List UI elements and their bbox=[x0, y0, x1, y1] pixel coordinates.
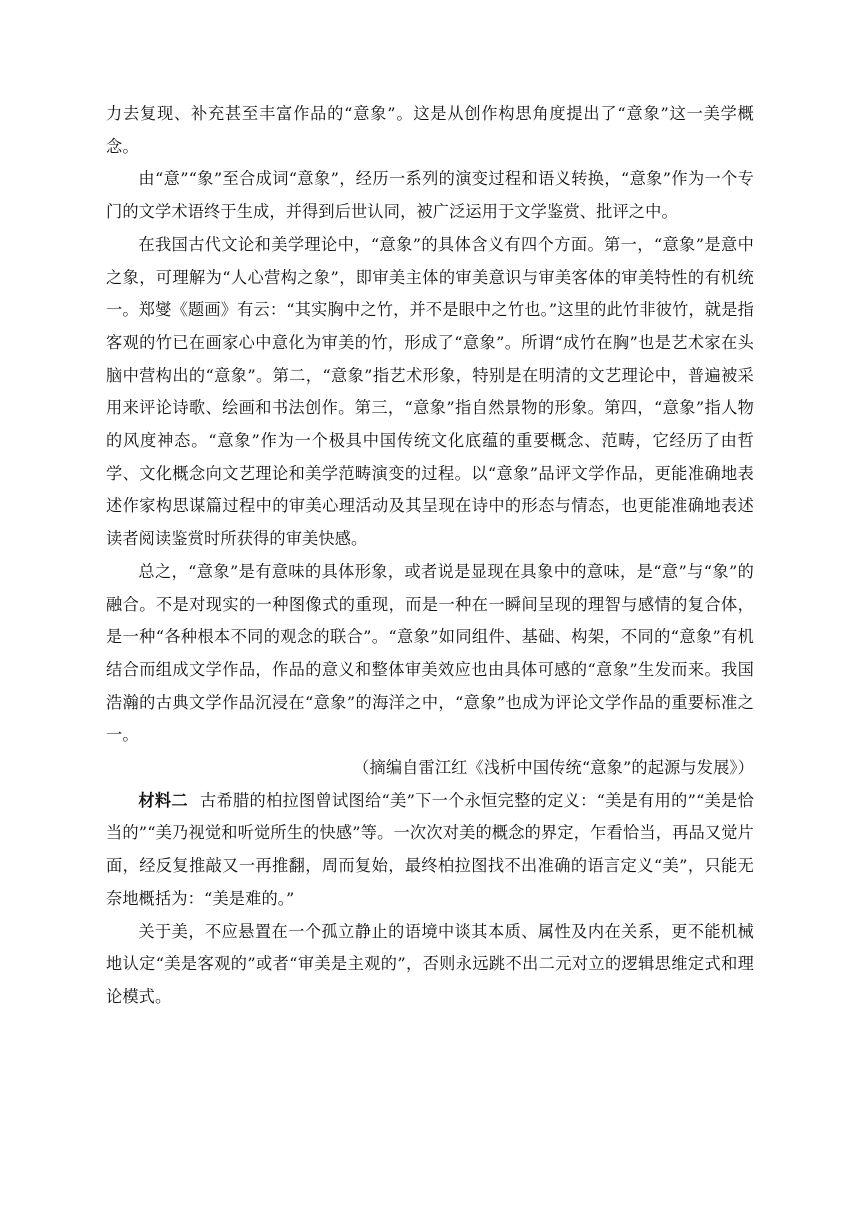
paragraph-beauty-context: 关于美，不应悬置在一个孤立静止的语境中谈其本质、属性及内在关系，更不能机械地认定“美是客观的”或者“审美是主观的”，否则永远跳不出二元对立的逻辑思维定式和理论模式。 bbox=[106, 921, 754, 1006]
material-two-label: 材料二 bbox=[138, 790, 188, 810]
paragraph-four-meanings: 在我国古代文论和美学理论中，“意象”的具体含义有四个方面。第一，“意象”是意中之象，可理解为“人心营构之象”，即审美主体的审美意识与审美客体的审美特性的有机统一。郑燮《题画》有云：“其实胸中之竹，并不是眼中之竹也。”这里的此竹非彼竹，就是指客观的竹已在画家心中意化为审美的竹，形成了“意象”。所谓“成竹在胸”也是艺术家在头脑中营构出的“意象”。第二，“意象”指艺术形象，特别是在明清的文艺理论中，普遍被采用来评论诗歌、绘画和书法创作。第三，“意象”指自然景物的形象。第四，“意象”指人物的风度神态。“意象”作为一个极具中国传统文化底蕴的重要概念、范畴，它经历了由哲学、文化概念向文艺理论和美学范畴演变的过程。以“意象”品评文学作品，更能准确地表述作家构思谋篇过程中的审美心理活动及其呈现在诗中的形态与情态，也更能准确地表述读者阅读鉴赏时所获得的审美快感。 bbox=[106, 234, 754, 549]
paragraph-material-two bbox=[106, 785, 754, 916]
material-two-text: 古希腊的柏拉图曾试图给“美”下一个永恒完整的定义：“美是有用的”“美是恰当的”“美乃视觉和听觉所生的快感”等。一次次对美的概念的界定，乍看恰当，再品又觉片面，经反复推敲又一再推翻，周而复始，最终柏拉图找不出准确的语言定义“美”，只能无奈地概括为：“美是难的。” bbox=[106, 790, 755, 908]
document-body bbox=[106, 98, 754, 1014]
source-citation: （摘编自雷江红《浅析中国传统“意象”的起源与发展》） bbox=[353, 758, 754, 778]
paragraph-term-formation: 由“意”“象”至合成词“意象”，经历一系列的演变过程和语义转换，“意象”作为一个专门的文学术语终于生成，并得到后世认同，被广泛运用于文学鉴赏、批评之中。 bbox=[106, 169, 754, 222]
paragraph-continuation: 力去复现、补充甚至丰富作品的“意象”。这是从创作构思角度提出了“意象”这一美学概念。 bbox=[106, 104, 754, 156]
paragraph-summary: 总之，“意象”是有意味的具体形象，或者说是显现在具象中的意味，是“意”与“象”的融合。不是对现实的一种图像式的重现，而是一种在一瞬间呈现的理智与感情的复合体，是一种“各种根本不同的观念的联合”。“意象”如同组件、基础、构架，不同的“意象”有机结合而组成文学作品，作品的意义和整体审美效应也由具体可感的“意象”生发而来。我国浩瀚的古典文学作品沉浸在“意象”的海洋之中，“意象”也成为评论文学作品的重要标准之一。 bbox=[106, 561, 754, 745]
